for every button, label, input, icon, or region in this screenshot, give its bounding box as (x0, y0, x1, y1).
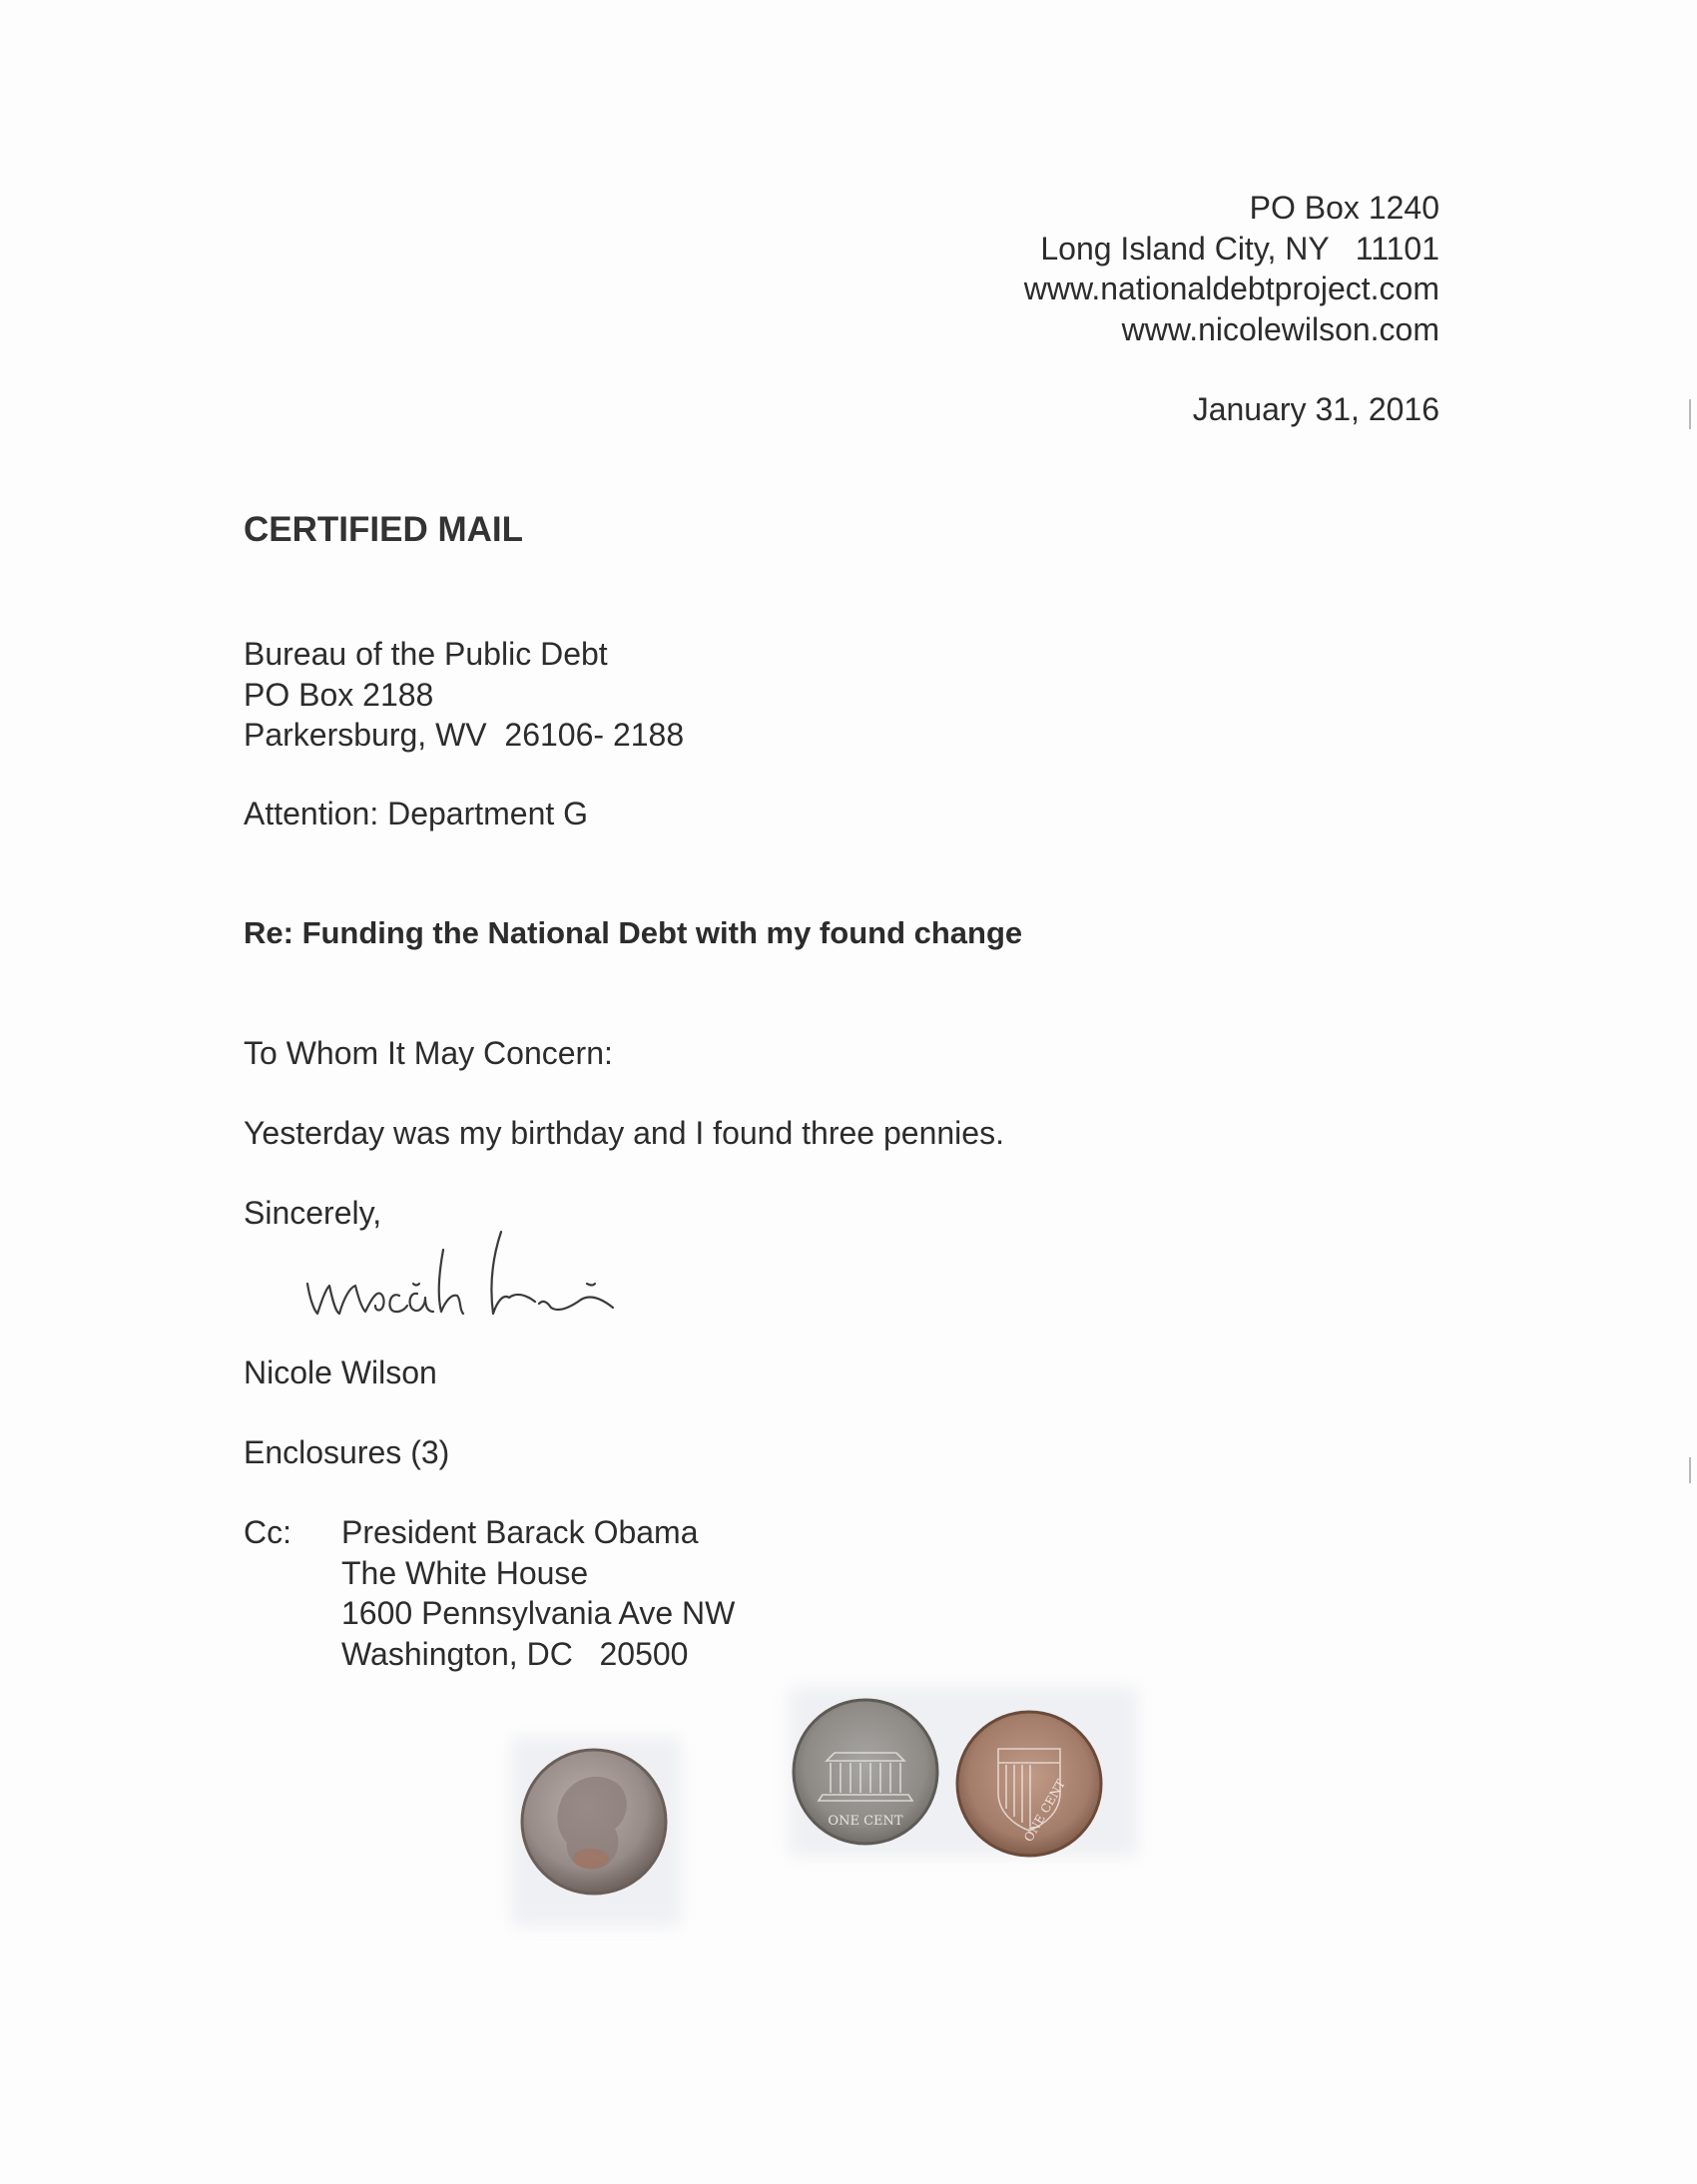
letter-date: January 31, 2016 (1192, 391, 1439, 427)
cc-address (341, 1512, 735, 1674)
recipient-address (244, 634, 684, 756)
sender-website-link[interactable]: www.nicolewilson.com (1121, 310, 1439, 347)
scan-edge-mark (1689, 399, 1691, 429)
subject-line: Re: Funding the National Debt with my found change (244, 915, 1023, 950)
penny-memorial-reverse-image (791, 1697, 940, 1847)
sender-address-line: Long Island City, NY 11101 (1040, 230, 1439, 267)
salutation: To Whom It May Concern: (244, 1035, 613, 1071)
recipient-address-line: PO Box 2188 (244, 676, 434, 713)
closing: Sincerely, (244, 1195, 382, 1231)
cc-address-line: President Barack Obama (341, 1514, 699, 1550)
cc-address-line: The White House (341, 1554, 589, 1591)
signer-name: Nicole Wilson (244, 1355, 437, 1390)
recipient-address-line: Bureau of the Public Debt (244, 636, 608, 672)
cc-address-line: 1600 Pennsylvania Ave NW (341, 1595, 736, 1631)
sender-address-line: PO Box 1240 (1249, 190, 1439, 226)
handwritten-signature (295, 1222, 725, 1332)
penny-shield-reverse-image (954, 1709, 1104, 1859)
recipient-address-line: Parkersburg, WV 26106- 2188 (244, 717, 685, 753)
cc-label: Cc: (244, 1514, 291, 1550)
attention-line: Attention: Department G (244, 796, 589, 831)
certified-mail-heading: CERTIFIED MAIL (244, 510, 523, 549)
letter-body: Yesterday was my birthday and I found three pennies. (244, 1115, 1004, 1151)
coin-inscription: ONE CENT (1021, 1777, 1068, 1845)
sender-website-link[interactable]: www.nationaldebtproject.com (1023, 271, 1439, 306)
sender-address (1024, 188, 1439, 349)
coin-inscription: ONE CENT (828, 1814, 903, 1829)
penny-obverse-image (519, 1747, 669, 1897)
scan-edge-mark (1689, 1457, 1691, 1483)
enclosures-line: Enclosures (3) (244, 1434, 450, 1470)
cc-address-line: Washington, DC 20500 (341, 1635, 689, 1672)
